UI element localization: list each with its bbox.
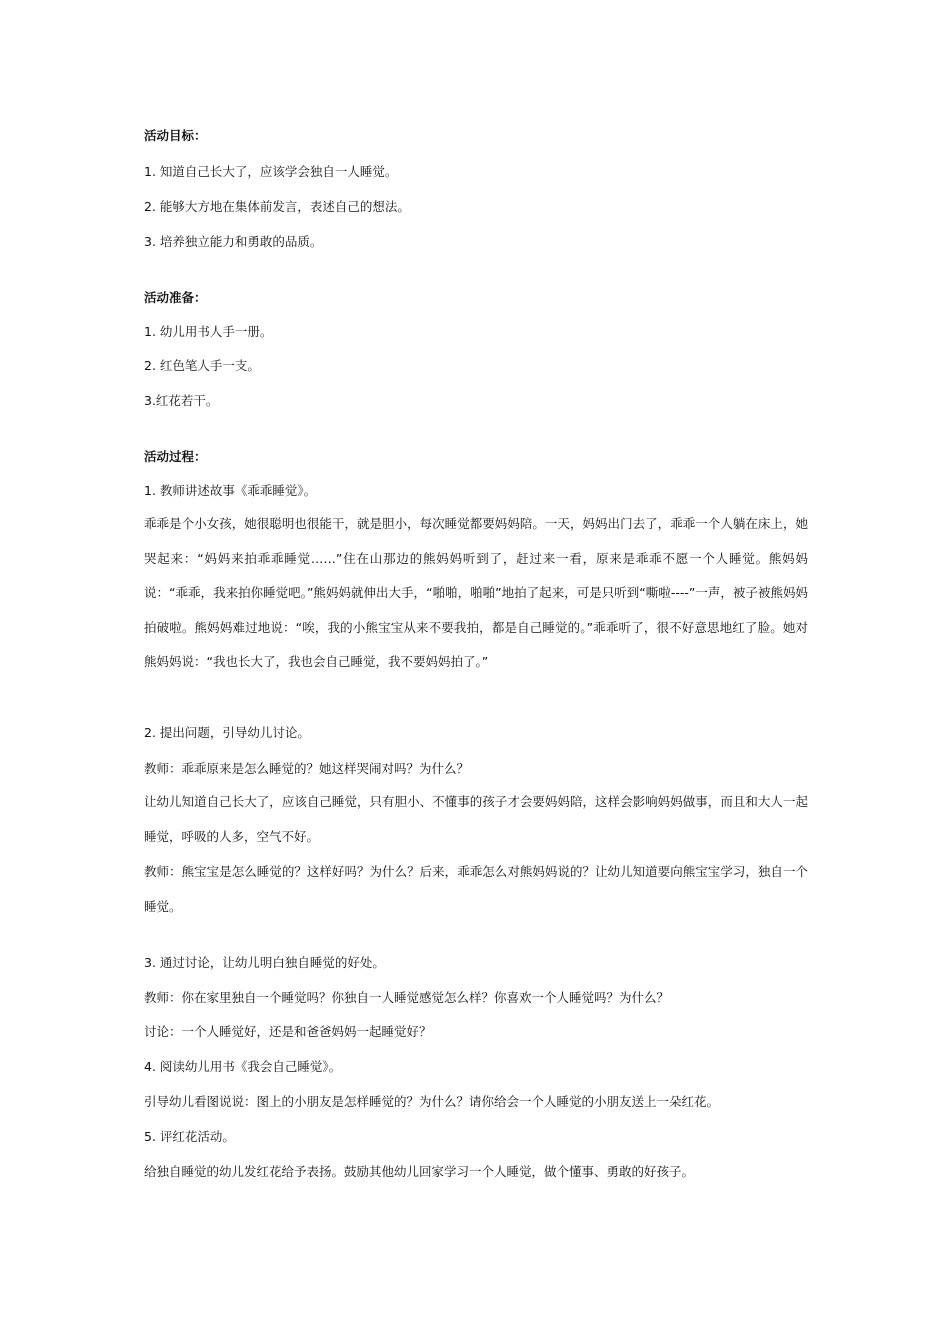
process-step-5: 5. 评红花活动。	[144, 1129, 235, 1144]
goal-item-1: 1. 知道自己长大了，应该学会独自一人睡觉。	[144, 164, 398, 179]
teacher-question-3: 教师：你在家里独自一个睡觉吗？你独自一人睡觉感觉怎么样？你喜欢一个人睡觉吗？为什么？	[144, 990, 670, 1005]
goal-item-3: 3. 培养独立能力和勇敢的品质。	[144, 234, 323, 249]
process-step-4: 4. 阅读幼儿用书《我会自己睡觉》。	[144, 1059, 342, 1074]
explanation-paragraph: 让幼儿知道自己长大了，应该自己睡觉，只有胆小、不懂事的孩子才会要妈妈陪，这样会影响妈妈做事，而且和大人一起睡觉，呼吸的人多，空气不好。	[144, 794, 808, 844]
process-step-1: 1. 教师讲述故事《乖乖睡觉》。	[144, 483, 317, 498]
teacher-question-1: 教师：乖乖原来是怎么睡觉的？她这样哭闹对吗？为什么？	[144, 761, 470, 776]
preparation-heading: 活动准备：	[144, 290, 207, 305]
guide-line: 引导幼儿看图说说：图上的小朋友是怎样睡觉的？为什么？请你给会一个人睡觉的小朋友送上一朵红花。	[144, 1094, 720, 1109]
process-step-3: 3. 通过讨论，让幼儿明白独自睡觉的好处。	[144, 955, 385, 970]
teacher-question-2: 教师：熊宝宝是怎么睡觉的？这样好吗？为什么？后来，乖乖怎么对熊妈妈说的？让幼儿知道要向熊宝宝学习，独自一个睡觉。	[144, 864, 808, 914]
goal-item-2: 2. 能够大方地在集体前发言，表述自己的想法。	[144, 199, 410, 214]
preparation-item-3: 3.红花若干。	[144, 393, 219, 408]
preparation-item-2: 2. 红色笔人手一支。	[144, 358, 260, 373]
process-step-2: 2. 提出问题，引导幼儿讨论。	[144, 725, 310, 740]
goals-heading: 活动目标：	[144, 128, 207, 143]
final-line: 给独自睡觉的幼儿发红花给予表扬。鼓励其他幼儿回家学习一个人睡觉，做个懂事、勇敢的好孩子。	[144, 1164, 695, 1179]
story-paragraph: 乖乖是个小女孩，她很聪明也很能干，就是胆小，每次睡觉都要妈妈陪。一天，妈妈出门去了，乖乖一个人躺在床上，她哭起来：“妈妈来拍乖乖睡觉……”住在山那边的熊妈妈听到了，赶过来一看，原来是乖乖不愿一个人睡觉。熊妈妈说：“乖乖，我来拍你睡觉吧。”熊妈妈就伸出大手，“啪啪，啪啪”地拍了起来，可是只听到“嘶啦----”一声，被子被熊妈妈拍破啦。熊妈妈难过地说：“唉，我的小熊宝宝从来不要我拍，都是自己睡觉的。”乖乖听了，很不好意思地红了脸。她对熊妈妈说：“我也长大了，我也会自己睡觉，我不要妈妈拍了。”	[144, 516, 808, 669]
preparation-item-1: 1. 幼儿用书人手一册。	[144, 324, 273, 339]
process-heading: 活动过程：	[144, 449, 207, 464]
discussion-line: 讨论：一个人睡觉好，还是和爸爸妈妈一起睡觉好？	[144, 1024, 432, 1039]
